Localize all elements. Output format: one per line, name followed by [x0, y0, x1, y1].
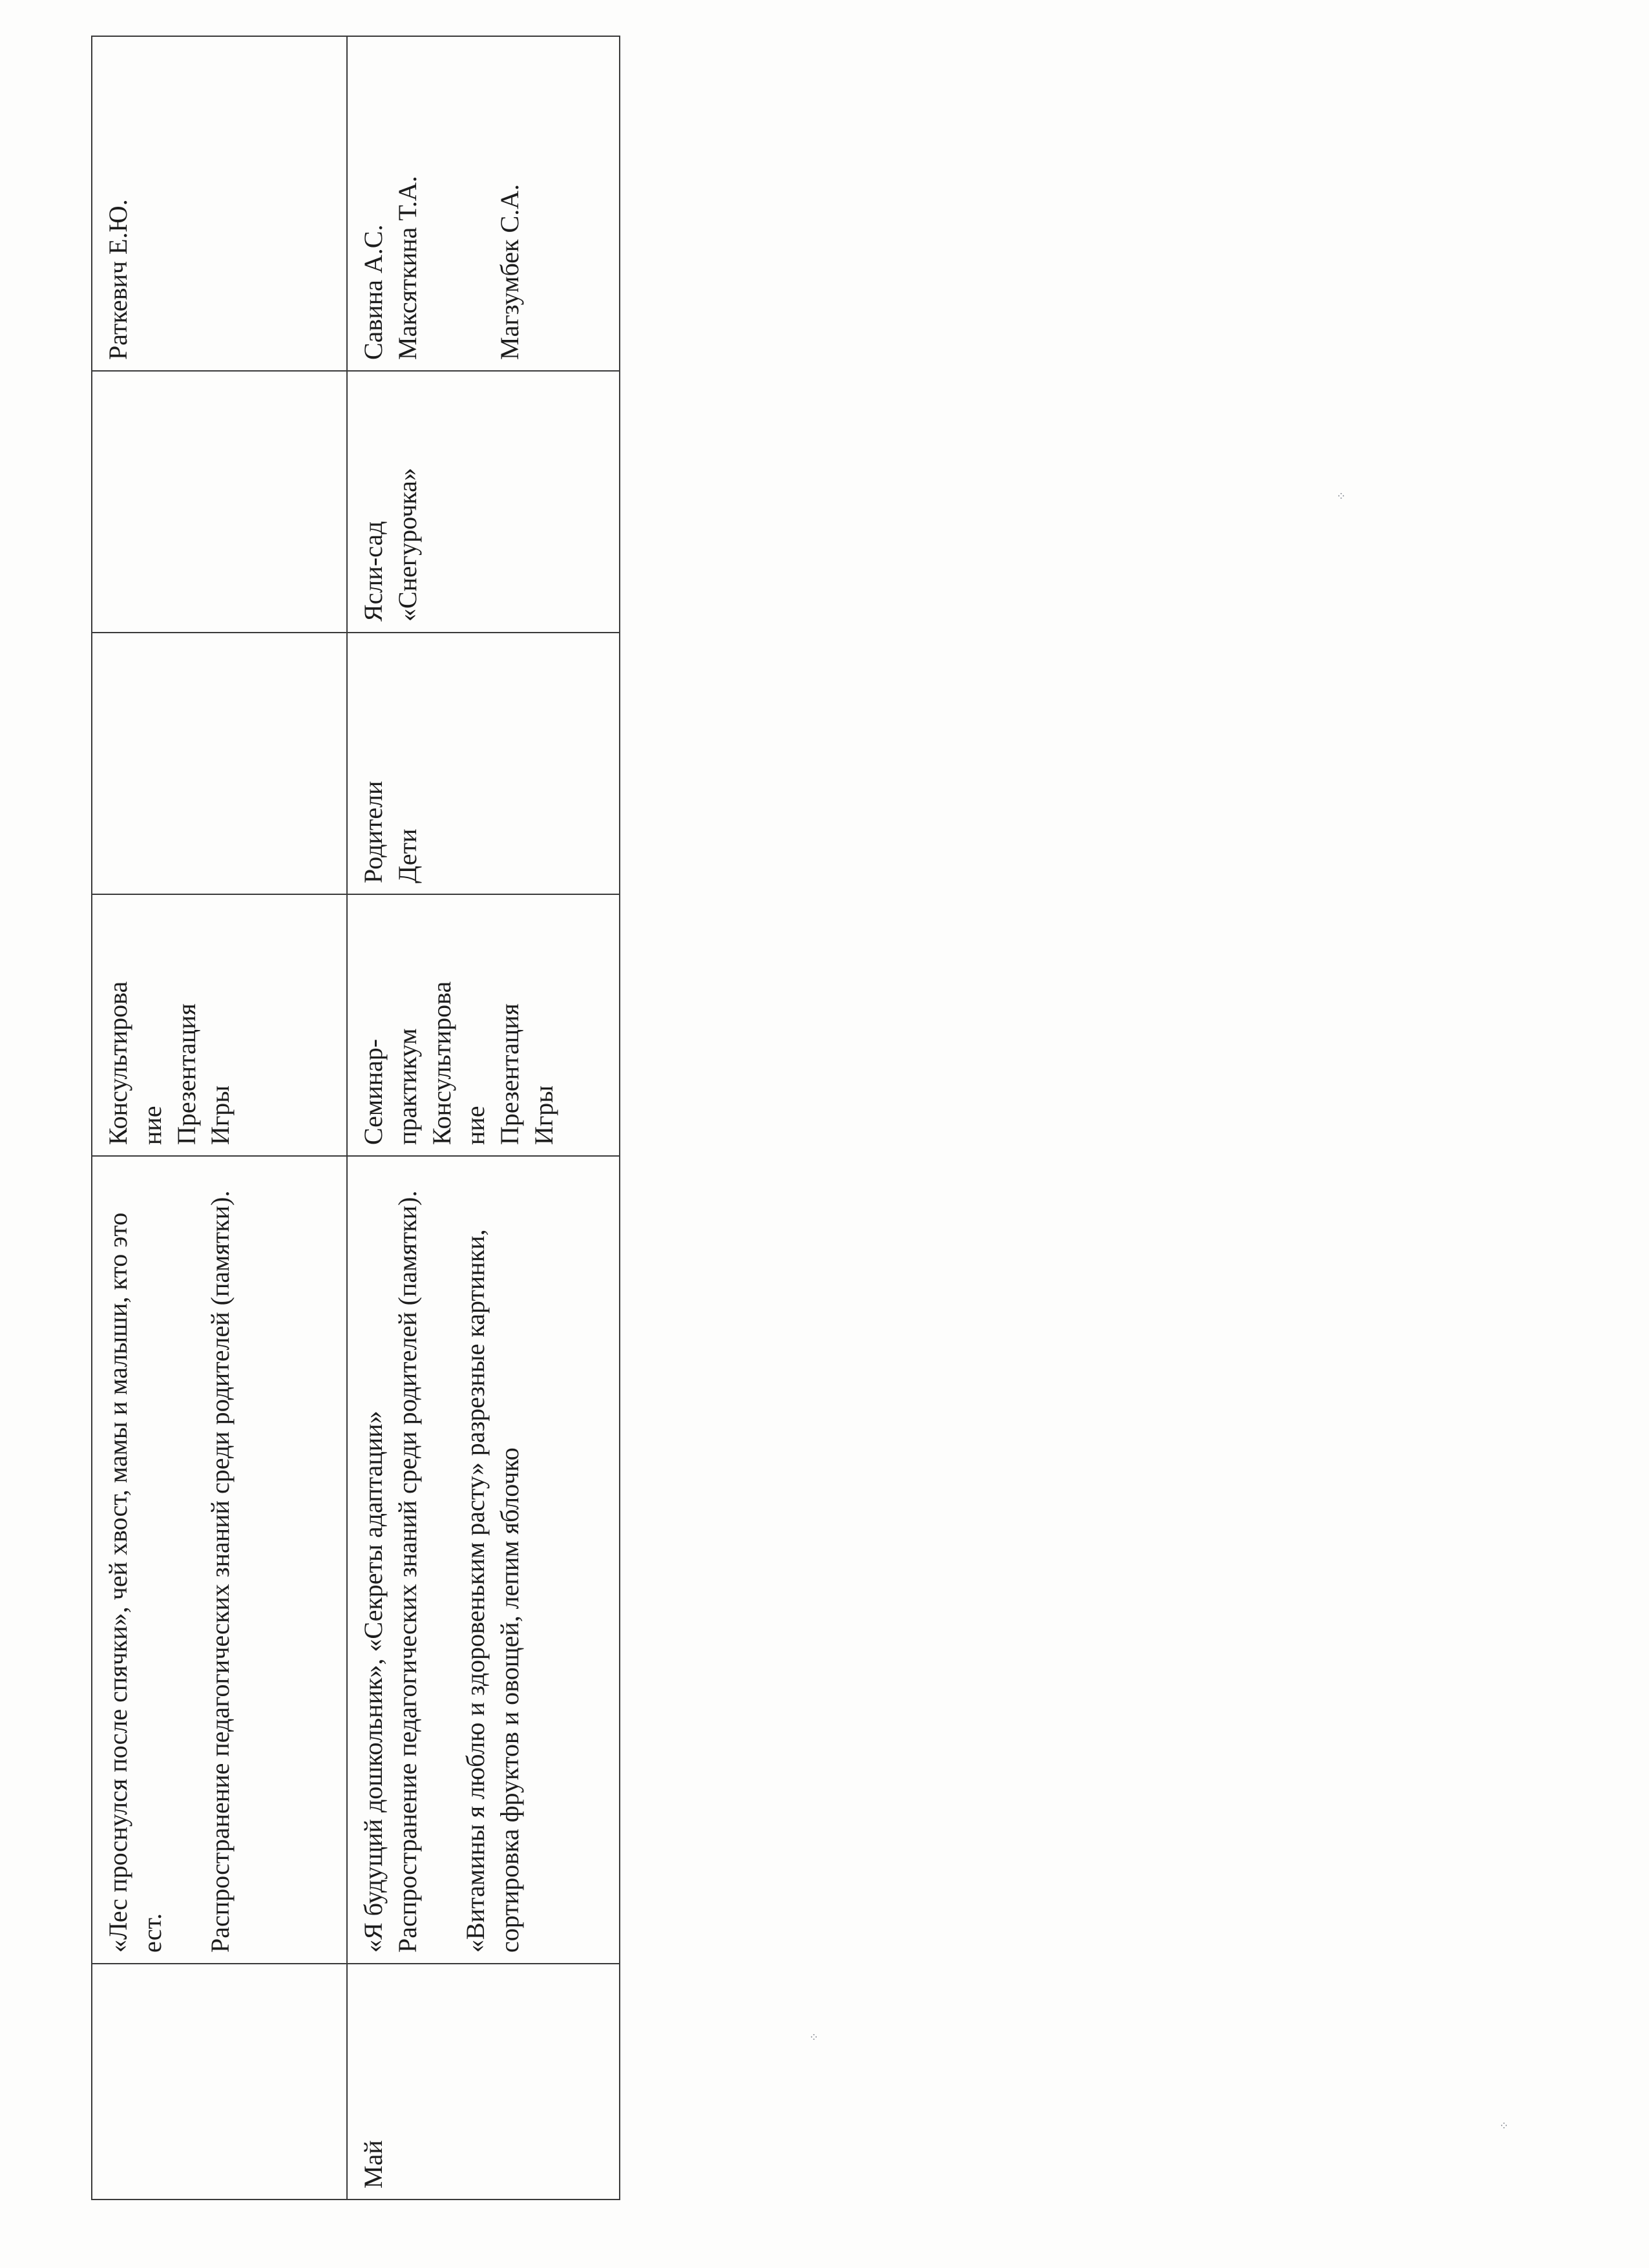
- scan-speck: ⁘: [1499, 2119, 1509, 2132]
- scan-speck: ⁘: [1336, 490, 1347, 503]
- participants-cell: [92, 633, 347, 894]
- responsible-cell: Савина А.С. Максяткина Т.А. Магзумбек С.А.: [347, 36, 620, 371]
- table-row: [347, 36, 620, 2200]
- form-cell: Консультирова ние Презентация Игры: [92, 894, 347, 1156]
- responsible-cell: Раткевич Е.Ю.: [92, 36, 347, 371]
- content-cell: «Я будущий дошкольник», «Секреты адаптации» Распространение педагогических знаний среди родителей (памятки). «Витамины я люблю и здоровеньким расту» разрезные картинки, сортировка фруктов и овощей, лепим яблочко: [347, 1156, 620, 1964]
- table-row: [92, 36, 347, 2200]
- month-cell: [92, 1964, 347, 2200]
- rotated-table-container: [91, 37, 619, 2200]
- form-cell: Семинар- практикум Консультирова ние Презентация Игры: [347, 894, 620, 1156]
- location-cell: Ясли-сад «Снегурочка»: [347, 371, 620, 633]
- content-cell: «Лес проснулся после спячки», чей хвост, мамы и малыши, кто это ест. Распространение педагогических знаний среди родителей (памятки).: [92, 1156, 347, 1964]
- month-cell: Май: [347, 1964, 620, 2200]
- participants-cell: Родители Дети: [347, 633, 620, 894]
- plan-table: [91, 36, 620, 2200]
- location-cell: [92, 371, 347, 633]
- scan-speck: ⁘: [809, 2031, 819, 2044]
